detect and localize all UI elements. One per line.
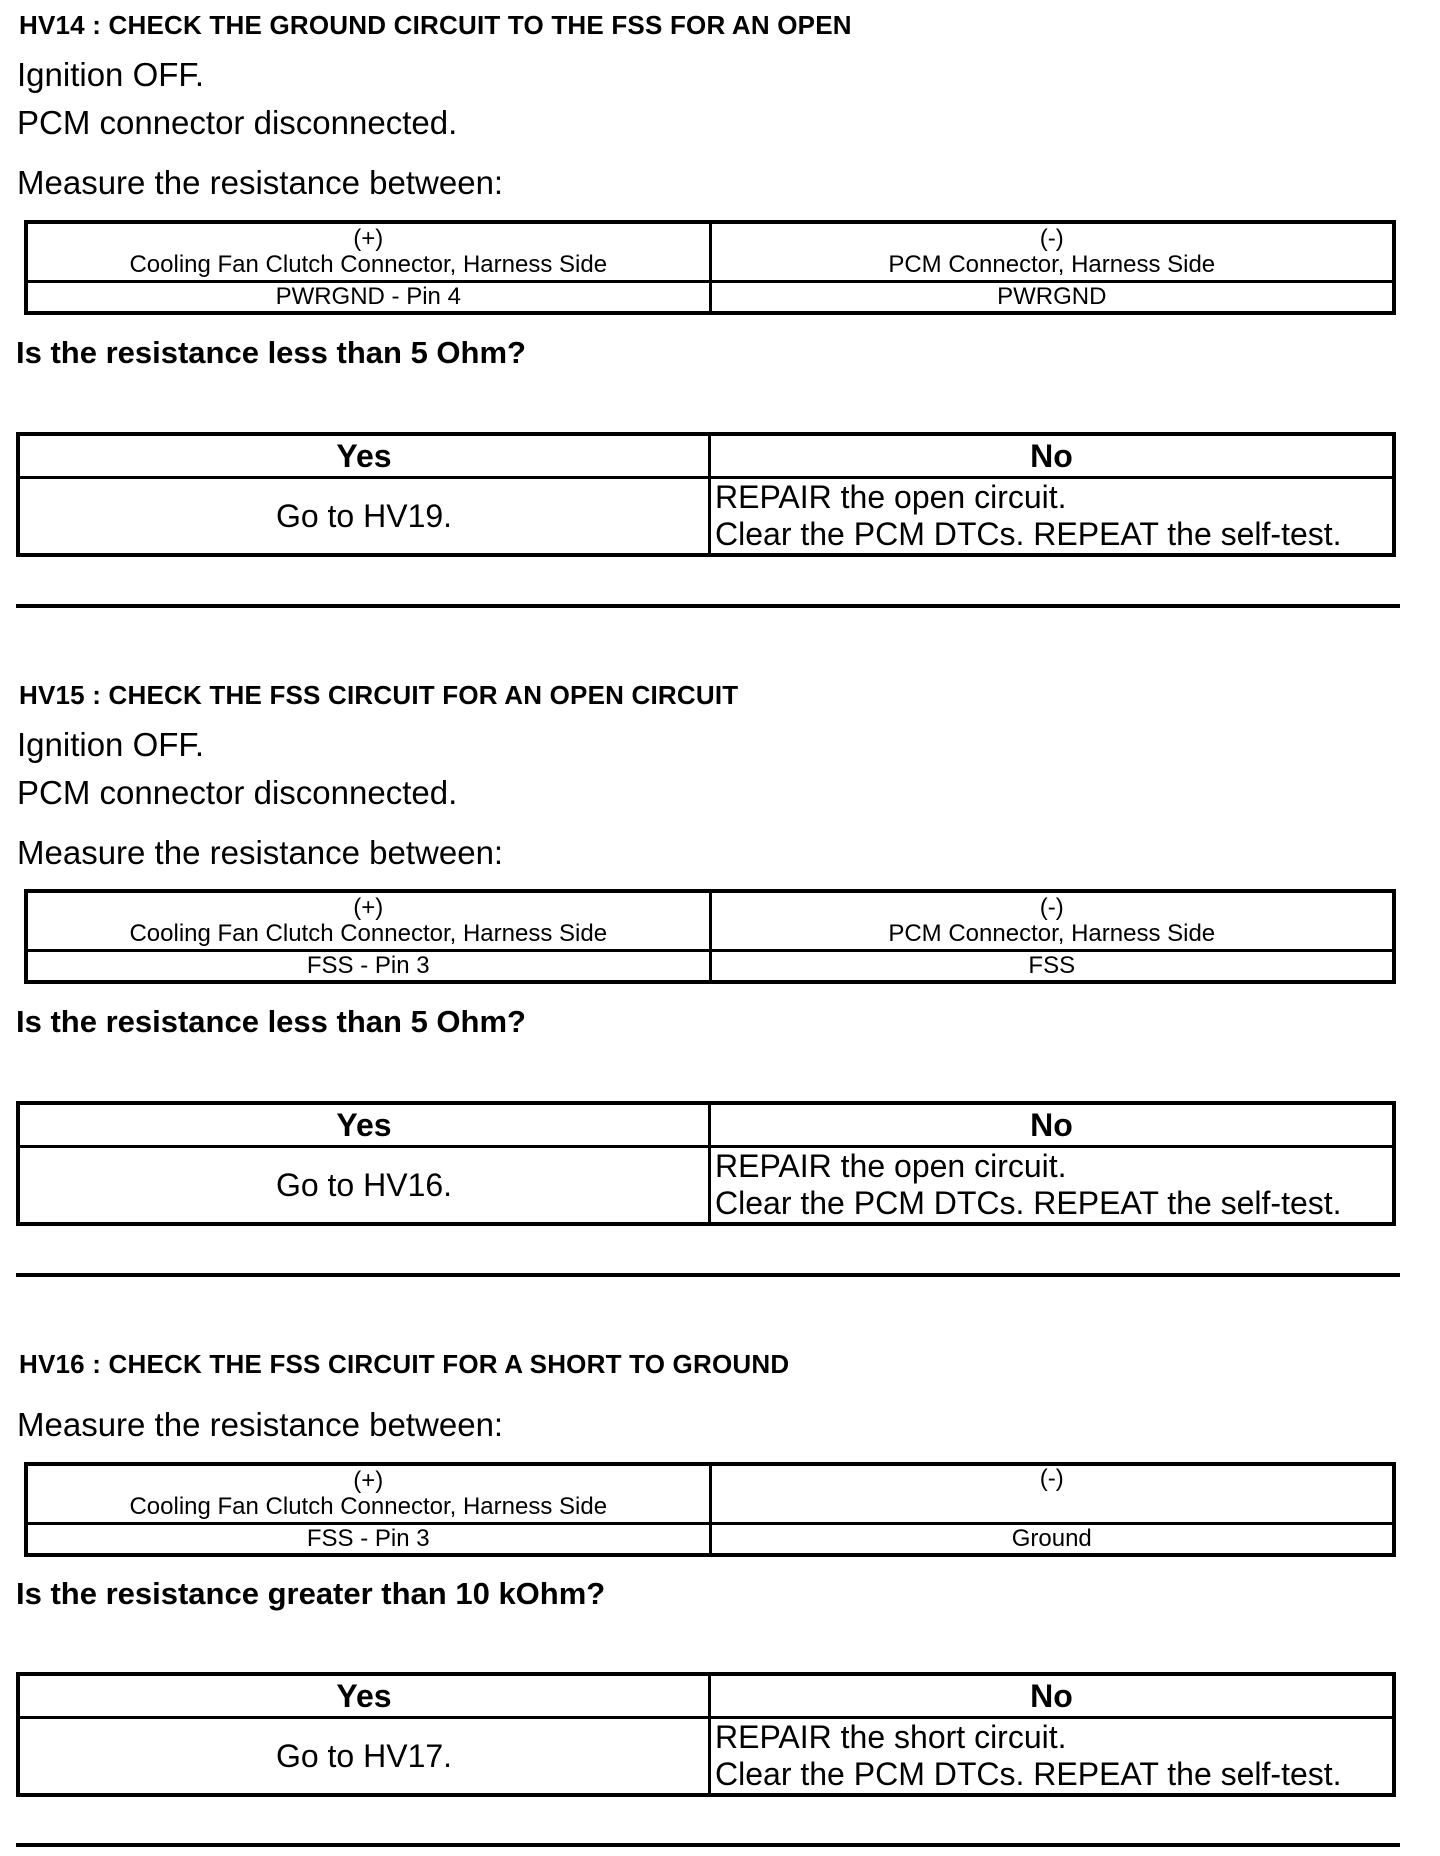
yes-header: Yes <box>18 434 710 478</box>
no-action-line1: REPAIR the open circuit. <box>715 479 1067 515</box>
plus-sign: (+) <box>353 894 384 921</box>
question-hv16: Is the resistance greater than 10 kOhm? <box>16 1576 606 1611</box>
step-ignition-off: Ignition OFF. <box>17 726 205 763</box>
step-measure: Measure the resistance between: <box>17 834 504 871</box>
minus-label <box>712 1492 1393 1518</box>
plus-label: Cooling Fan Clutch Connector, Harness Side <box>129 251 608 278</box>
plus-sign: (+) <box>353 225 384 252</box>
plus-header <box>26 891 710 951</box>
no-action-line1: REPAIR the open circuit. <box>715 1148 1067 1184</box>
yes-action: Go to HV19. <box>18 478 710 556</box>
yes-header: Yes <box>18 1674 710 1718</box>
minus-sign: (-) <box>1039 894 1064 921</box>
plus-header <box>26 222 710 282</box>
no-action <box>710 478 1395 556</box>
yes-action: Go to HV17. <box>18 1718 710 1796</box>
section-divider <box>16 604 1400 608</box>
question-hv15: Is the resistance less than 5 Ohm? <box>16 1004 526 1039</box>
measurement-table-hv14 <box>24 220 1396 315</box>
minus-sign: (-) <box>1039 1465 1064 1492</box>
step-ignition-off: Ignition OFF. <box>17 56 205 93</box>
no-action-line2: Clear the PCM DTCs. REPEAT the self-test. <box>715 1185 1342 1221</box>
minus-header <box>710 891 1394 951</box>
answer-table-hv15 <box>16 1101 1396 1226</box>
step-measure: Measure the resistance between: <box>17 164 504 201</box>
no-action-line1: REPAIR the short circuit. <box>715 1719 1067 1755</box>
plus-value: PWRGND - Pin 4 <box>26 282 710 314</box>
minus-value: FSS <box>710 951 1394 983</box>
section-divider <box>16 1273 1400 1277</box>
minus-value: Ground <box>710 1524 1394 1556</box>
no-header: No <box>710 1103 1395 1147</box>
minus-header <box>710 1464 1394 1524</box>
plus-label: Cooling Fan Clutch Connector, Harness Side <box>129 920 608 947</box>
section-divider <box>16 1843 1400 1847</box>
question-hv14: Is the resistance less than 5 Ohm? <box>16 335 526 370</box>
answer-table-hv16 <box>16 1672 1396 1797</box>
answer-table-hv14 <box>16 432 1396 557</box>
yes-header: Yes <box>18 1103 710 1147</box>
minus-label: PCM Connector, Harness Side <box>888 920 1216 947</box>
measurement-table-hv15 <box>24 889 1396 984</box>
no-action-line2: Clear the PCM DTCs. REPEAT the self-test. <box>715 1756 1342 1792</box>
step-pcm-disconnected: PCM connector disconnected. <box>17 774 458 811</box>
section-title-hv14: HV14 : CHECK THE GROUND CIRCUIT TO THE FSS FOR AN OPEN <box>19 10 852 40</box>
plus-header <box>26 1464 710 1524</box>
plus-label: Cooling Fan Clutch Connector, Harness Side <box>129 1493 608 1520</box>
measurement-table-hv16 <box>24 1462 1396 1557</box>
no-action-line2: Clear the PCM DTCs. REPEAT the self-test. <box>715 516 1342 552</box>
section-title-hv15: HV15 : CHECK THE FSS CIRCUIT FOR AN OPEN CIRCUIT <box>19 680 739 710</box>
minus-label: PCM Connector, Harness Side <box>888 251 1216 278</box>
section-title-hv16: HV16 : CHECK THE FSS CIRCUIT FOR A SHORT TO GROUND <box>19 1349 790 1379</box>
no-action <box>710 1718 1395 1796</box>
minus-sign: (-) <box>1039 225 1064 252</box>
minus-value: PWRGND <box>710 282 1394 314</box>
no-action <box>710 1147 1395 1225</box>
no-header: No <box>710 434 1395 478</box>
plus-value: FSS - Pin 3 <box>26 951 710 983</box>
plus-value: FSS - Pin 3 <box>26 1524 710 1556</box>
yes-action: Go to HV16. <box>18 1147 710 1225</box>
step-pcm-disconnected: PCM connector disconnected. <box>17 104 458 141</box>
no-header: No <box>710 1674 1395 1718</box>
plus-sign: (+) <box>353 1467 384 1494</box>
minus-header <box>710 222 1394 282</box>
step-measure: Measure the resistance between: <box>17 1406 504 1443</box>
